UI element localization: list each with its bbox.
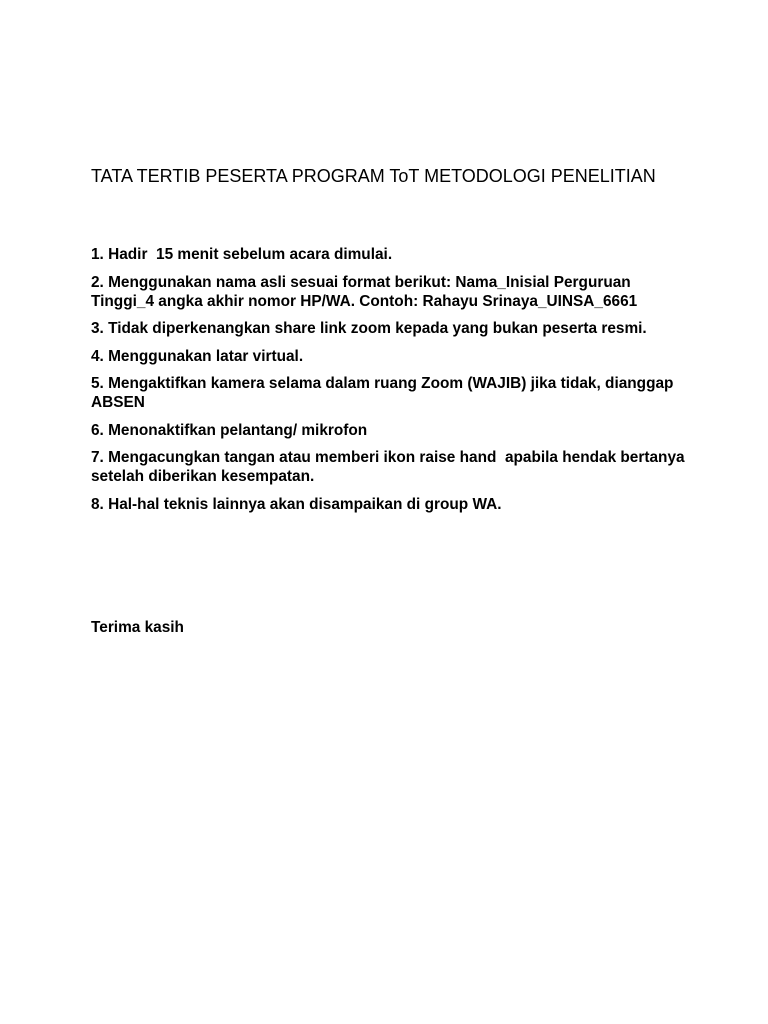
rule-item-5: 5. Mengaktifkan kamera selama dalam ruang Zoom (WAJIB) jika tidak, dianggap ABSEN	[91, 375, 678, 411]
rule-item-7: 7. Mengacungkan tangan atau memberi ikon raise hand apabila hendak bertanya setelah diberikan kesempatan.	[91, 449, 689, 485]
document-title: TATA TERTIB PESERTA PROGRAM ToT METODOLOGI PENELITIAN	[91, 166, 656, 186]
rule-item-1: 1. Hadir 15 menit sebelum acara dimulai.	[91, 246, 393, 263]
rule-item-2: 2. Menggunakan nama asli sesuai format berikut: Nama_Inisial Perguruan Tinggi_4 angka akhir nomor HP/WA. Contoh: Rahayu Srinaya_UINSA_6661	[91, 273, 638, 310]
rules-list	[91, 245, 691, 522]
rule-item-4: 4. Menggunakan latar virtual.	[91, 347, 304, 365]
closing-text: Terima kasih	[91, 619, 184, 636]
rule-item-6: 6. Menonaktifkan pelantang/ mikrofon	[91, 421, 368, 439]
rule-item-8: 8. Hal-hal teknis lainnya akan disampaikan di group WA.	[91, 495, 502, 513]
rule-item-3: 3. Tidak diperkenangkan share link zoom kepada yang bukan peserta resmi.	[91, 320, 647, 337]
